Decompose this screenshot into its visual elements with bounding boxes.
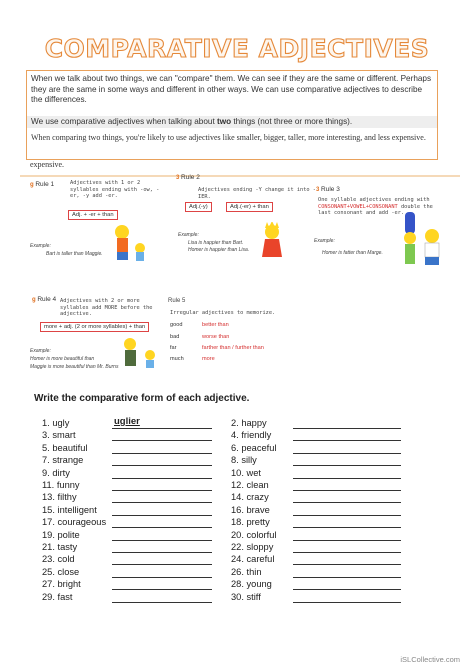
rule-3-example-label: Example:: [314, 238, 335, 244]
answer-blank[interactable]: [112, 465, 212, 466]
example-answer: uglier: [114, 416, 140, 427]
intro-paragraph-2-post: things (not three or more things).: [231, 117, 353, 126]
answer-blank[interactable]: [112, 440, 212, 441]
answer-blank[interactable]: [293, 577, 401, 578]
exercise-item-label: 21. tasty: [42, 542, 78, 552]
answer-blank[interactable]: [293, 564, 401, 565]
rule-4-formula: more + adj. (2 or more syllables) + than: [40, 322, 149, 332]
exercise-item-label: 4. friendly: [231, 430, 272, 441]
intro-paragraph-2: [27, 116, 437, 128]
intro-paragraph-2-bold: two: [217, 117, 232, 126]
exercise-item-label: 28. young: [231, 579, 272, 590]
exercise-item-label: 8. silly: [231, 455, 257, 466]
exercise-item-label: 22. sloppy: [231, 542, 274, 552]
exercise-item-label: 29. fast: [42, 591, 73, 602]
answer-blank[interactable]: [293, 527, 401, 528]
exercise-item-label: 18. pretty: [231, 517, 270, 528]
rules-divider: [20, 175, 460, 177]
answer-blank[interactable]: [293, 540, 401, 541]
answer-blank[interactable]: [112, 577, 212, 578]
exercise-item-label: 11. funny: [42, 480, 80, 490]
intro-paragraph-1: When we talk about two things, we can "compare" them. We can see if they are the same or different. Perhaps they are the same in some ways and different in other ways. We can use comparative adjectives to describe the differences.: [31, 74, 432, 104]
exercise-item-label: 19. polite: [42, 529, 80, 540]
rule-3-text-1: One syllable adjectives ending with: [318, 197, 430, 203]
answer-blank[interactable]: [293, 453, 401, 454]
rule-4-example-label: Example:: [30, 348, 51, 354]
exercise-item-label: 24. careful: [231, 554, 275, 565]
exercise-item-label: 10. wet: [231, 467, 261, 478]
answer-blank[interactable]: [112, 490, 212, 491]
exercise-item-label: 26. thin: [231, 566, 262, 577]
rule-2-example-1: Lisa is happier than Bart.: [188, 240, 244, 246]
answer-blank[interactable]: [293, 465, 401, 466]
rule-1-example: Bart is taller than Maggie.: [46, 251, 103, 257]
rule-2-heading: 3 Rule 2: [176, 174, 200, 181]
rule-2-example-label: Example:: [178, 232, 199, 238]
answer-blank[interactable]: [112, 478, 212, 479]
exercise-item-label: 20. colorful: [231, 529, 277, 540]
rule-2-formula-a: Adj.(-y): [185, 202, 212, 212]
homer-marge-picture: [400, 210, 445, 268]
exercise-item-label: 3. smart: [42, 430, 76, 441]
answer-blank[interactable]: [293, 515, 401, 516]
answer-blank[interactable]: [293, 602, 401, 603]
exercise-item-label: 1. ugly: [42, 418, 70, 428]
rule-3-example: Homer is fatter than Marge.: [322, 250, 383, 256]
exercise-item-label: 16. brave: [231, 504, 270, 515]
rule-1-formula: Adj. + -er + than: [68, 210, 118, 220]
intro-paragraph-3-overflow: expensive.: [30, 160, 64, 169]
exercise-item-label: 6. peaceful: [231, 442, 277, 453]
exercise-item-label: 15. intelligent: [42, 504, 97, 515]
answer-blank[interactable]: [293, 478, 401, 479]
exercise-item-label: 25. close: [42, 566, 80, 577]
burns-maggie-picture: [118, 335, 162, 371]
rule-1-example-label: Example:: [30, 243, 51, 249]
exercise-item-label: 14. crazy: [231, 492, 269, 503]
intro-box: [26, 70, 438, 160]
answer-blank[interactable]: [112, 602, 212, 603]
exercise-item-label: 7. strange: [42, 455, 84, 466]
answer-blank[interactable]: [293, 490, 401, 491]
exercise-item-label: 5. beautiful: [42, 442, 88, 453]
lisa-picture: [258, 222, 286, 262]
exercise-item-label: 23. cold: [42, 554, 75, 565]
answer-blank[interactable]: [112, 540, 212, 541]
rule-5-heading: Rule 5: [168, 298, 186, 304]
rule-1-text: Adjectives with 1 or 2 syllables ending with -ow, -er, -y add -er.: [70, 180, 160, 199]
bart-maggie-picture: [110, 222, 150, 264]
answer-blank[interactable]: [112, 453, 212, 454]
answer-blank[interactable]: [112, 515, 212, 516]
exercise-item-label: 13. filthy: [42, 492, 77, 503]
rule-5-text: Irregular adjectives to memorize.: [170, 310, 276, 316]
rule-4-heading: g Rule 4: [32, 296, 57, 303]
answer-blank[interactable]: [112, 527, 212, 528]
exercise-item-label: 2. happy: [231, 418, 267, 428]
answer-blank[interactable]: [293, 440, 401, 441]
answer-blank[interactable]: [112, 589, 212, 590]
rule-3-heading: 3 Rule 3: [316, 186, 340, 193]
page-title: COMPARATIVE ADJECTIVES: [44, 34, 430, 63]
exercise-item-label: 30. stiff: [231, 591, 261, 602]
answer-blank[interactable]: [293, 502, 401, 503]
answer-blank[interactable]: [112, 552, 212, 553]
rule-4-example-1: Homer is more beautiful than: [30, 356, 95, 362]
answer-blank[interactable]: [293, 428, 401, 429]
rule-1-heading: g Rule 1: [30, 181, 55, 188]
answer-blank[interactable]: [112, 502, 212, 503]
footer-watermark: iSLCollective.com: [400, 655, 460, 664]
exercise-item-label: 9. dirty: [42, 467, 70, 478]
answer-blank[interactable]: [112, 564, 212, 565]
exercise-item-label: 27. bright: [42, 579, 81, 590]
intro-paragraph-3: When comparing two things, you're likely to use adjectives like smaller, bigger, taller, more interesting, and less expensive.: [31, 133, 426, 142]
exercise-instruction: Write the comparative form of each adjective.: [34, 393, 250, 404]
rule-3-text-3: double the last consonant and add -er.: [318, 203, 433, 216]
rule-2-formula-b: Adj.(-er) + than: [226, 202, 273, 212]
answer-blank[interactable]: [293, 552, 401, 553]
answer-blank[interactable]: [293, 589, 401, 590]
exercise-item-label: 12. clean: [231, 480, 269, 490]
rule-3-text-2: CONSONANT+VOWEL+CONSONANT: [318, 203, 398, 210]
answer-blank[interactable]: [112, 428, 212, 429]
rule-4-example-2: Maggie is more beautiful than Mr. Burns: [30, 364, 119, 370]
rule-2-example-2: Homer is happier than Lisa.: [188, 247, 250, 253]
rule-2-text: Adjectives ending -Y change it into -IER.: [198, 187, 316, 200]
rule-4-text: Adjectives with 2 or more syllables add MORE before the adjective.: [60, 298, 153, 317]
intro-paragraph-2-pre: We use comparative adjectives when talking about: [31, 117, 217, 126]
exercise-item-label: 17. courageous: [42, 517, 107, 528]
